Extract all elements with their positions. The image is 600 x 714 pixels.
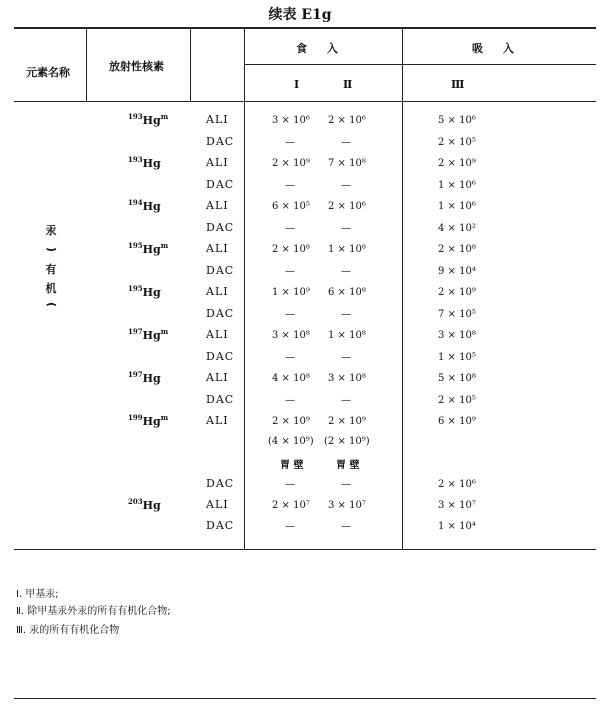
value-c3: 2 × 10⁹ <box>438 158 476 169</box>
value-c2: — <box>341 521 351 532</box>
value-c3: 2 × 10⁹ <box>438 287 476 298</box>
limit-type: DAC <box>206 221 235 234</box>
value-c1: — <box>285 223 295 234</box>
value-c1: 6 × 10⁵ <box>272 201 310 212</box>
col-divider-element <box>86 29 87 101</box>
value-c3: 1 × 10⁶ <box>438 201 476 212</box>
value-c3: 3 × 10⁷ <box>438 500 476 511</box>
value-c1: 1 × 10⁹ <box>272 287 310 298</box>
element-char: ( <box>44 246 58 253</box>
col-divider-inhalation <box>402 29 403 549</box>
nuclide-symbol: Hg <box>142 286 161 299</box>
limit-type: DAC <box>206 135 235 148</box>
table-top-rule <box>14 27 596 29</box>
header-inhalation: 吸 入 <box>472 42 522 55</box>
nuclide-label <box>128 198 161 213</box>
nuclide-mass-number: 197 <box>128 327 143 336</box>
limit-type: ALI <box>206 328 229 341</box>
limit-type: ALI <box>206 285 229 298</box>
value-c1: (4 × 10⁹) <box>268 436 314 447</box>
value-c3: 4 × 10² <box>438 223 476 234</box>
nuclide-mass-number: 193 <box>128 112 143 121</box>
value-c2: — <box>341 266 351 277</box>
value-c1: 2 × 10⁸ <box>272 244 310 255</box>
value-c2: — <box>341 352 351 363</box>
nuclide-label <box>128 370 161 385</box>
nuclide-label <box>128 327 168 342</box>
value-c2: (2 × 10⁹) <box>324 436 370 447</box>
value-c3: 5 × 10⁶ <box>438 115 476 126</box>
value-c2: 7 × 10⁸ <box>328 158 366 169</box>
nuclide-mass-number: 199 <box>128 413 143 422</box>
nuclide-metastable-mark: m <box>160 413 169 422</box>
nuclide-mass-number: 194 <box>128 198 143 207</box>
nuclide-metastable-mark: m <box>160 327 169 336</box>
value-c3: 2 × 10⁵ <box>438 137 476 148</box>
nuclide-mass-number: 193 <box>128 155 143 164</box>
value-c1: 3 × 10⁸ <box>272 330 310 341</box>
limit-type: ALI <box>206 498 229 511</box>
limit-type: ALI <box>206 156 229 169</box>
value-c2: 3 × 10⁷ <box>328 500 366 511</box>
value-c2: 3 × 10⁸ <box>328 373 366 384</box>
table-bottom-rule <box>14 549 596 550</box>
value-c1: 2 × 10⁹ <box>272 416 310 427</box>
nuclide-symbol: Hg <box>142 200 161 213</box>
value-c1: 2 × 10⁷ <box>272 500 310 511</box>
value-c1: — <box>285 137 295 148</box>
value-c1: — <box>285 266 295 277</box>
nuclide-metastable-mark: m <box>160 241 169 250</box>
value-c2: — <box>341 479 351 490</box>
value-c3: 5 × 10⁸ <box>438 373 476 384</box>
nuclide-label <box>128 413 168 428</box>
nuclide-symbol: Hg <box>142 415 161 428</box>
value-c1: 胃 壁 <box>280 460 304 471</box>
limit-type: ALI <box>206 199 229 212</box>
nuclide-label <box>128 284 161 299</box>
limit-type: ALI <box>206 414 229 427</box>
value-c3: 2 × 10⁵ <box>438 395 476 406</box>
limit-type: DAC <box>206 178 235 191</box>
col-divider-nuclide <box>190 29 191 101</box>
subheader-rule <box>244 64 596 65</box>
value-c3: 6 × 10⁹ <box>438 416 476 427</box>
nuclide-mass-number: 197 <box>128 370 143 379</box>
page-bottom-rule <box>14 698 596 699</box>
nuclide-metastable-mark: m <box>160 112 169 121</box>
header-column-1: Ⅰ <box>294 78 300 91</box>
nuclide-label <box>128 241 168 256</box>
value-c2: — <box>341 309 351 320</box>
value-c1: 4 × 10⁸ <box>272 373 310 384</box>
value-c2: 胃 壁 <box>336 460 360 471</box>
footnote: Ⅲ. 汞的所有有机化合物 <box>16 625 120 636</box>
value-c3: 9 × 10⁴ <box>438 266 476 277</box>
limit-type: DAC <box>206 307 235 320</box>
value-c1: — <box>285 395 295 406</box>
value-c3: 1 × 10⁴ <box>438 521 476 532</box>
value-c1: 2 × 10⁹ <box>272 158 310 169</box>
footnote: Ⅰ. 甲基汞; <box>16 589 59 600</box>
element-char: 汞 <box>45 224 57 237</box>
nuclide-symbol: Hg <box>142 329 161 342</box>
value-c2: — <box>341 137 351 148</box>
nuclide-label <box>128 112 168 127</box>
limit-type: DAC <box>206 264 235 277</box>
limit-type: ALI <box>206 371 229 384</box>
header-column-3: Ⅲ <box>451 78 465 91</box>
limit-type: DAC <box>206 350 235 363</box>
nuclide-mass-number: 195 <box>128 284 143 293</box>
header-ingestion: 食 入 <box>296 42 346 55</box>
header-column-2: Ⅱ <box>343 78 353 91</box>
limit-type: DAC <box>206 519 235 532</box>
value-c1: — <box>285 309 295 320</box>
value-c2: — <box>341 223 351 234</box>
col-divider-type <box>244 29 245 549</box>
element-char: ) <box>44 301 58 308</box>
nuclide-label <box>128 155 161 170</box>
header-element-name: 元素名称 <box>26 66 70 79</box>
value-c1: — <box>285 352 295 363</box>
value-c1: — <box>285 180 295 191</box>
nuclide-symbol: Hg <box>142 243 161 256</box>
limit-type: ALI <box>206 113 229 126</box>
nuclide-mass-number: 195 <box>128 241 143 250</box>
value-c2: 1 × 10⁸ <box>328 330 366 341</box>
value-c2: 2 × 10⁹ <box>328 416 366 427</box>
element-char: 机 <box>45 282 57 295</box>
value-c1: — <box>285 521 295 532</box>
nuclide-label <box>128 497 161 512</box>
value-c3: 3 × 10⁸ <box>438 330 476 341</box>
footnote: Ⅱ. 除甲基汞外汞的所有有机化合物; <box>16 606 171 617</box>
nuclide-symbol: Hg <box>142 499 161 512</box>
nuclide-symbol: Hg <box>142 372 161 385</box>
value-c1: 3 × 10⁶ <box>272 115 310 126</box>
header-nuclide: 放射性核素 <box>109 60 164 73</box>
table-title: 续表 E1g <box>268 7 332 23</box>
value-c3: 2 × 10⁸ <box>438 244 476 255</box>
value-c3: 1 × 10⁶ <box>438 180 476 191</box>
value-c3: 7 × 10⁵ <box>438 309 476 320</box>
header-bottom-rule <box>14 101 596 102</box>
limit-type: DAC <box>206 393 235 406</box>
value-c2: 1 × 10⁸ <box>328 244 366 255</box>
nuclide-symbol: Hg <box>142 114 161 127</box>
value-c2: 2 × 10⁶ <box>328 115 366 126</box>
nuclide-mass-number: 203 <box>128 497 143 506</box>
element-char: 有 <box>45 263 57 276</box>
value-c2: 6 × 10⁸ <box>328 287 366 298</box>
nuclide-symbol: Hg <box>142 157 161 170</box>
value-c2: — <box>341 180 351 191</box>
value-c3: 2 × 10⁶ <box>438 479 476 490</box>
value-c3: 1 × 10⁵ <box>438 352 476 363</box>
value-c2: — <box>341 395 351 406</box>
limit-type: DAC <box>206 477 235 490</box>
value-c2: 2 × 10⁶ <box>328 201 366 212</box>
value-c1: — <box>285 479 295 490</box>
limit-type: ALI <box>206 242 229 255</box>
